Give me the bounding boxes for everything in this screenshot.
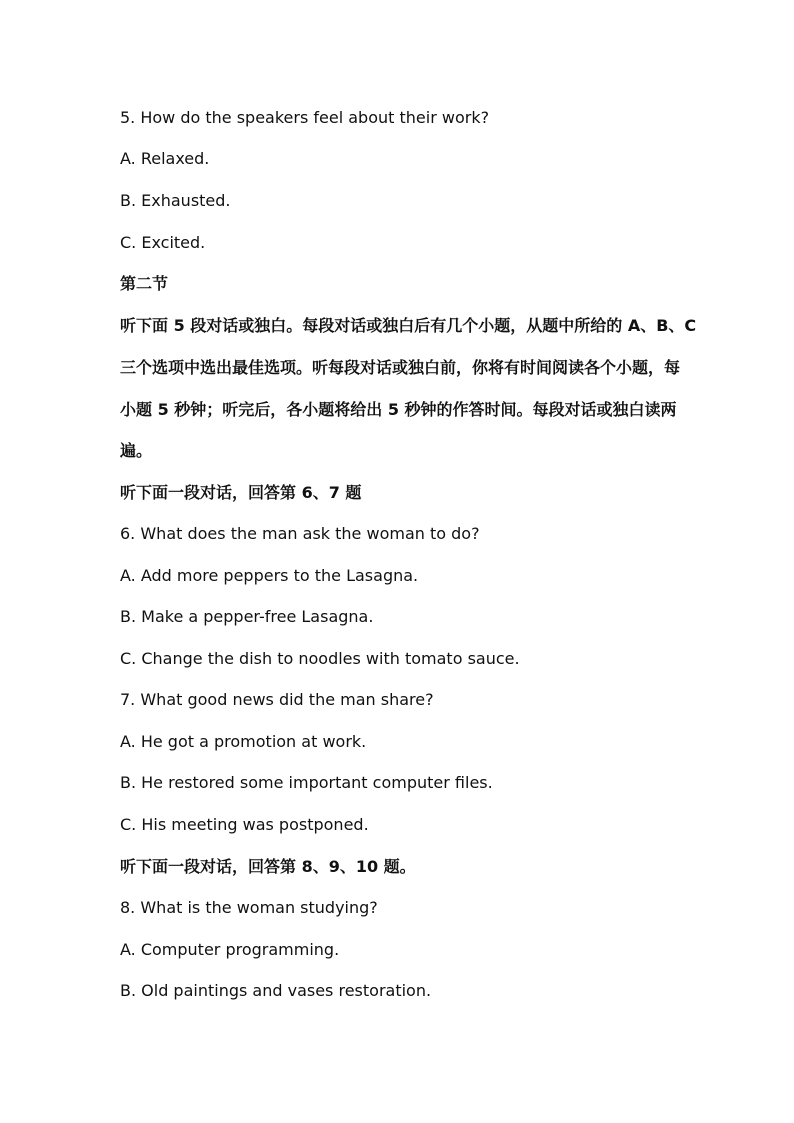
q7-option-c: C. His meeting was postponed. xyxy=(120,815,369,834)
question-5: 5. How do the speakers feel about their work? xyxy=(120,108,490,127)
q8-option-a: A. Computer programming. xyxy=(120,940,340,959)
q5-option-a: A. Relaxed. xyxy=(120,149,210,168)
question-8: 8. What is the woman studying? xyxy=(120,898,378,917)
instructions-line-4: 遍。 xyxy=(120,441,153,460)
q5-option-c: C. Excited. xyxy=(120,233,206,252)
q6-option-a: A. Add more peppers to the Lasagna. xyxy=(120,566,419,585)
section-heading: 第二节 xyxy=(120,274,169,293)
q7-option-a: A. He got a promotion at work. xyxy=(120,732,367,751)
instructions-line-2: 三个选项中选出最佳选项。听每段对话或独白前，你将有时间阅读各个小题，每 xyxy=(120,358,681,377)
group-1-prompt: 听下面一段对话，回答第 6、7 题 xyxy=(120,483,362,502)
q6-option-c: C. Change the dish to noodles with tomato sauce. xyxy=(120,649,520,668)
question-6: 6. What does the man ask the woman to do? xyxy=(120,524,480,543)
instructions-line-1: 听下面 5 段对话或独白。每段对话或独白后有几个小题，从题中所给的 A、B、C xyxy=(120,316,697,335)
q5-option-b: B. Exhausted. xyxy=(120,191,231,210)
q8-option-b: B. Old paintings and vases restoration. xyxy=(120,981,432,1000)
q7-option-b: B. He restored some important computer files. xyxy=(120,773,493,792)
instructions-line-3: 小题 5 秒钟；听完后，各小题将给出 5 秒钟的作答时间。每段对话或独白读两 xyxy=(120,400,677,419)
q6-option-b: B. Make a pepper-free Lasagna. xyxy=(120,607,374,626)
group-2-prompt: 听下面一段对话，回答第 8、9、10 题。 xyxy=(120,857,416,876)
question-7: 7. What good news did the man share? xyxy=(120,690,434,709)
